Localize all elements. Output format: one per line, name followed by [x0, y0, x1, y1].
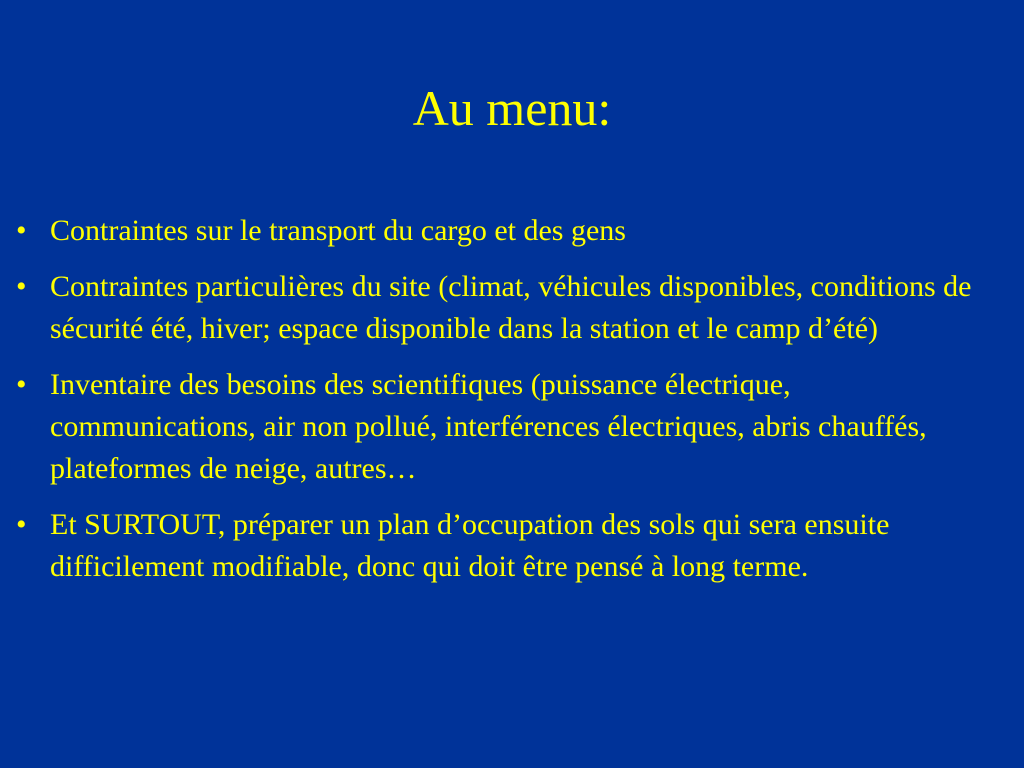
bullet-icon: •	[16, 508, 27, 541]
bullet-item-site-constraints	[16, 266, 976, 350]
bullet-text: Inventaire des besoins des scientifiques (puissance électrique, communications, air non pollué, interférences électriques, abris chauffés, plateformes de neige, autres…	[50, 368, 927, 485]
bullet-list	[16, 210, 976, 602]
bullet-item-scientist-needs	[16, 364, 976, 490]
bullet-text: Contraintes particulières du site (climat, véhicules disponibles, conditions de sécurité été, hiver; espace disponible dans la station et le camp d’été)	[50, 270, 972, 345]
bullet-icon: •	[16, 214, 27, 247]
slide-title: Au menu:	[412, 80, 612, 136]
bullet-item-land-use-plan	[16, 504, 976, 588]
bullet-item-transport	[16, 210, 976, 252]
bullet-icon: •	[16, 270, 27, 303]
bullet-icon: •	[16, 368, 27, 401]
bullet-text: Contraintes sur le transport du cargo et des gens	[50, 214, 626, 247]
bullet-text: Et SURTOUT, préparer un plan d’occupation des sols qui sera ensuite difficilement modifiable, donc qui doit être pensé à long terme.	[50, 508, 890, 583]
